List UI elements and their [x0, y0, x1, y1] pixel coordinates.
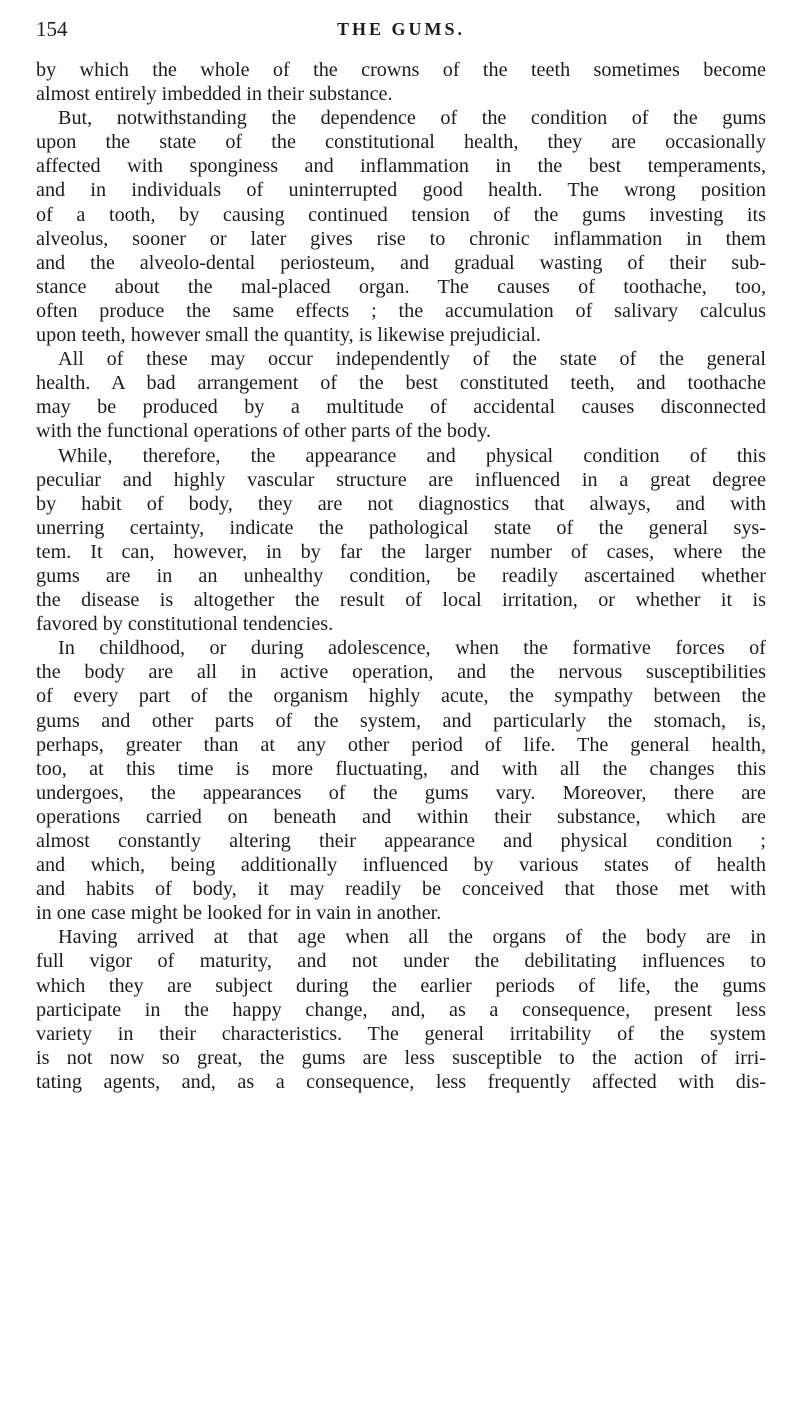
text-line: gums are in an unhealthy condition, be readily ascertained whether [36, 564, 766, 587]
text-line: the body are all in active operation, and the nervous susceptibilities [36, 661, 766, 684]
text-line: affected with sponginess and inflammation in the best temperaments, [36, 155, 766, 178]
running-title: THE GUMS. [336, 19, 465, 39]
text-line: gums and other parts of the system, and particularly the stomach, is, [36, 709, 766, 732]
text-line: may be produced by a multitude of accidental causes disconnected [36, 396, 766, 419]
text-line: in one case might be looked for in vain in another. [36, 902, 442, 925]
text-line: In childhood, or during adolescence, when the formative forces of [58, 637, 766, 660]
running-head [36, 16, 766, 50]
text-line: often produce the same effects ; the accumulation of salivary calculus [36, 299, 766, 322]
book-page [36, 16, 766, 1094]
text-line: All of these may occur independently of the state of the general [58, 348, 766, 371]
text-line: peculiar and highly vascular structure are influenced in a great degree [36, 468, 766, 491]
text-line: stance about the mal-placed organ. The causes of toothache, too, [36, 275, 766, 298]
text-line: and in individuals of uninterrupted good health. The wrong position [36, 179, 766, 202]
body-text [36, 58, 766, 1094]
text-line: tem. It can, however, in by far the larger number of cases, where the [36, 540, 766, 563]
text-line: by habit of body, they are not diagnostics that always, and with [36, 492, 766, 515]
text-line: favored by constitutional tendencies. [36, 613, 334, 636]
text-line: almost entirely imbedded in their substance. [36, 83, 393, 106]
text-line: While, therefore, the appearance and physical condition of this [58, 444, 766, 467]
text-line: of every part of the organism highly acute, the sympathy between the [36, 685, 766, 708]
text-line: variety in their characteristics. The general irritability of the system [36, 1022, 766, 1045]
page-number: 154 [36, 17, 68, 41]
text-line: But, notwithstanding the dependence of the condition of the gums [58, 107, 766, 130]
text-line: perhaps, greater than at any other period of life. The general health, [36, 733, 766, 756]
text-line: participate in the happy change, and, as a consequence, present less [36, 998, 766, 1021]
text-line: almost constantly altering their appearance and physical condition ; [36, 830, 766, 852]
text-line: with the functional operations of other parts of the body. [36, 420, 492, 443]
text-line: health. A bad arrangement of the best constituted teeth, and toothache [36, 372, 766, 395]
text-line: is not now so great, the gums are less susceptible to the action of irri- [36, 1046, 766, 1069]
text-line: undergoes, the appearances of the gums vary. Moreover, there are [36, 781, 766, 804]
text-line: alveolus, sooner or later gives rise to chronic inflammation in them [36, 227, 766, 250]
text-line: operations carried on beneath and within their substance, which are [36, 805, 766, 828]
text-line: of a tooth, by causing continued tension of the gums investing its [36, 203, 766, 226]
text-line: Having arrived at that age when all the organs of the body are in [58, 926, 766, 949]
text-line: and habits of body, it may readily be conceived that those met with [36, 878, 766, 901]
text-line: upon the state of the constitutional health, they are occasionally [36, 131, 766, 154]
text-line: unerring certainty, indicate the pathological state of the general sys- [36, 516, 766, 539]
text-line: and the alveolo-dental periosteum, and gradual wasting of their sub- [36, 251, 766, 274]
text-line: by which the whole of the crowns of the teeth sometimes become [36, 59, 766, 81]
text-line: which they are subject during the earlier periods of life, the gums [36, 974, 766, 997]
text-line: upon teeth, however small the quantity, is likewise prejudicial. [36, 324, 541, 347]
text-line: tating agents, and, as a consequence, less frequently affected with dis- [36, 1070, 766, 1093]
text-line: the disease is altogether the result of local irritation, or whether it is [36, 589, 766, 612]
text-line: full vigor of maturity, and not under the debilitating influences to [36, 950, 766, 973]
text-line: too, at this time is more fluctuating, and with all the changes this [36, 757, 766, 780]
text-line: and which, being additionally influenced by various states of health [36, 854, 766, 877]
